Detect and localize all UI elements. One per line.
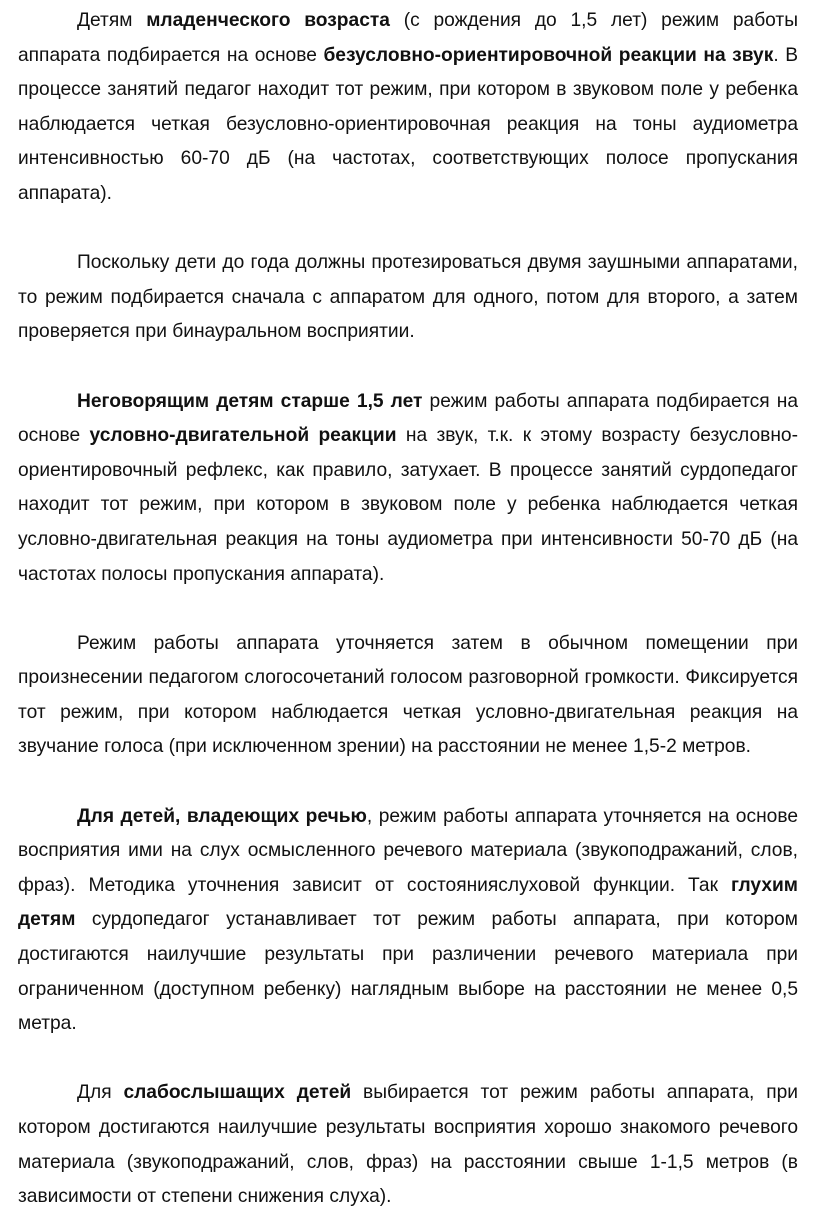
run: , режим работы аппарата уточняется на основе восприятия ими на слух осмысленного речевого материала (звукоподражаний, слов, фраз). Методика уточнения зависит от состоянияслуховой функции. Так (18, 805, 798, 896)
run: Для (77, 1082, 124, 1104)
run: (с рождения до 1,5 лет) режим работы аппарата подбирается на основе (18, 10, 799, 66)
run: режим работы аппарата подбирается на основе (18, 390, 798, 447)
paragraph-nonspeaking (18, 385, 798, 593)
run: Поскольку дети до года должны протезироваться двумя заушными аппаратами, то режим подбирается сначала с аппаратом для одного, потом для второго, а затем проверяется при бинауральном восприятии. (18, 252, 798, 343)
document-page (18, 4, 798, 1215)
bold-run: младенческого возраста (146, 10, 390, 31)
paragraph-speaking-children (18, 800, 798, 1042)
bold-run: безусловно-ориентировочной реакции на звук (323, 44, 774, 66)
bold-run: Для детей, владеющих речью (77, 805, 367, 827)
bold-run: Неговорящим детям старше 1,5 лет (77, 390, 423, 412)
bold-run: условно-двигательной реакции (89, 425, 397, 447)
paragraph-binaural (18, 246, 798, 350)
run: Детям (77, 10, 147, 31)
run: . В процессе занятий педагог находит тот режим, при котором в звуковом поле у ребенка наблюдается четкая безусловно-ориентировочная реакция на тоны аудиометра интенсивностью 60-70 дБ (на частотах, соответствующих полосе пропускания аппарата). (18, 44, 798, 204)
bold-run: глухим детям (18, 874, 798, 931)
run: Режим работы аппарата уточняется затем в обычном помещении при произнесении педагогом слогосочетаний голосом разговорной громкости. Фиксируется тот режим, при котором наблюдается четкая условно-двигательная реакция на звучание голоса (при исключенном зрении) на расстоянии не менее 1,5-2 метров. (18, 632, 798, 758)
run: на звук, т.к. к этому возрасту безусловно-ориентировочный рефлекс, как правило, затухает. В процессе занятий сурдопедагог находит тот режим, при котором в звуковом поле у ребенка наблюдается четкая условно-двигательная реакция на тоны аудиометра при интенсивности 50-70 дБ (на частотах полосы пропускания аппарата). (18, 425, 798, 585)
bold-run: слабослышащих детей (123, 1082, 352, 1104)
paragraph-room-test (18, 627, 798, 765)
paragraph-infants (18, 4, 798, 212)
paragraph-hard-of-hearing (18, 1076, 798, 1214)
run: сурдопедагог устанавливает тот режим работы аппарата, при котором достигаются наилучшие результаты при различении речевого материала при ограниченном (доступном ребенку) наглядным выборе на расстоянии не менее 0,5 метра. (18, 909, 798, 1035)
run: выбирается тот режим работы аппарата, при котором достигаются наилучшие результаты восприятия хорошо знакомого речевого материала (звукоподражаний, слов, фраз) на расстоянии свыше 1-1,5 метров (в зависимости от степени снижения слуха). (18, 1082, 798, 1208)
